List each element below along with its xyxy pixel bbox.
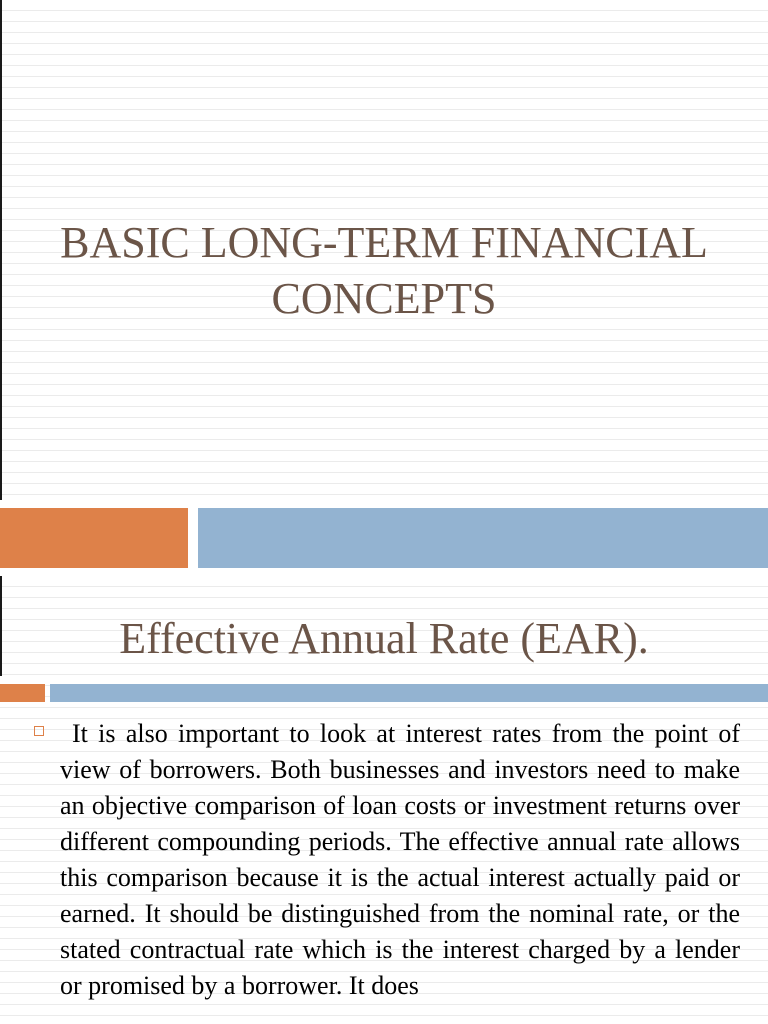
heading-blue-accent-bar — [50, 684, 768, 702]
blue-accent-bar — [198, 508, 768, 568]
orange-accent-bar — [0, 508, 188, 568]
bullet-paragraph: It is also important to look at interest rates from the point of view of borrowers. Both businesses and investors need to make an objective comparison of loan costs or investment returns over different compounding periods. The effective annual rate allows this comparison because it is the actual interest actually paid or earned. It should be distinguished from the nominal rate, or the stated contractual rate which is the interest charged by a lender or promised by a borrower. It does — [60, 719, 740, 1000]
slide-heading: Effective Annual Rate (EAR). — [119, 614, 649, 663]
hollow-square-bullet-icon — [34, 726, 44, 736]
slide-title-line-1: BASIC LONG-TERM FINANCIAL — [60, 218, 708, 267]
slide-title — [0, 215, 768, 327]
slide-title-line-2: CONCEPTS — [271, 274, 497, 323]
heading-orange-accent-bar — [0, 684, 45, 702]
title-accent-band — [0, 500, 768, 576]
content-slide — [0, 576, 768, 1024]
title-slide — [0, 0, 768, 500]
